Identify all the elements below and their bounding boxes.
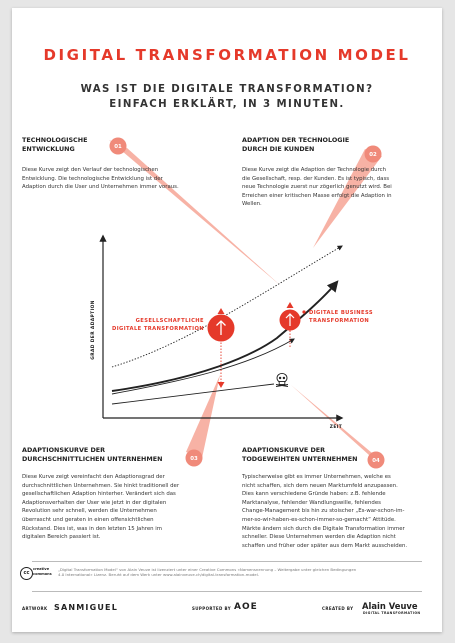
subtitle-line-1: WAS IST DIE DIGITALE TRANSFORMATION?	[80, 84, 374, 95]
section-04-line: Dies kann verschiedene Gründe haben: z.B. fehlende	[242, 491, 386, 498]
section-02-line: neue Technologie zuerst nur zögerlich genutzt wird. Bei	[242, 184, 392, 191]
gap-marker-social	[208, 308, 235, 388]
section-03-line: Rückstand. Dies ist, was in den letzten 15 Jahren im	[22, 525, 163, 532]
section-04-line: nicht schaffen, sich dem neuen Marktumfeld anzupassen.	[242, 482, 398, 489]
license-line2: 4.0 International» Lizenz. Beruht auf dem Werk unter www.alainveuve.ch/digital-transformation-model.	[58, 572, 260, 578]
ray-01	[109, 140, 281, 286]
alain-veuve-tagline: DIGITAL TRANSFORMATION	[363, 611, 421, 615]
cc-wordmark-line2: commons	[33, 571, 52, 576]
section-01-line: Diese Kurve zeigt den Verlauf der technologischen	[22, 167, 159, 173]
supported-label: SUPPORTED BY	[192, 606, 231, 611]
license-line1: „Digital Transformation Model“ von Alain Veuve ist lizenziert unter einer Creative Commons «Namensnennung – Weitergabe unter gleichen Bedingungen	[58, 567, 357, 572]
infographic-page	[12, 8, 442, 632]
page-subtitle	[12, 82, 442, 112]
section-02-body	[242, 166, 437, 209]
section-03-body	[22, 473, 227, 542]
subtitle-line-2: EINFACH ERKLÄRT, IN 3 MINUTEN.	[109, 99, 345, 110]
y-axis-label: GRAD DER ADAPTION	[91, 300, 96, 360]
curve-technology	[112, 246, 342, 367]
cc-wordmark	[33, 567, 52, 576]
section-01-line: Adaption durch die User und Unternehmen immer voraus.	[22, 184, 179, 191]
cc-badge-icon: cc	[20, 567, 33, 580]
badge-03	[186, 450, 203, 467]
license-text	[58, 567, 438, 578]
section-03-line: überrascht und geraten in einen offensichtlichen	[22, 516, 154, 523]
page-title: DIGITAL TRANSFORMATION MODEL	[43, 46, 411, 64]
label-business-line2: TRANSFORMATION	[309, 318, 370, 324]
section-03-heading	[22, 446, 162, 463]
section-02-line: Wellen.	[242, 201, 262, 208]
aoe-logo: AOE	[234, 602, 258, 612]
badge-01-number: 01	[114, 144, 122, 150]
footer-divider-top	[32, 561, 422, 562]
footer-divider-bottom	[32, 591, 422, 592]
artwork-label: ARTWORK	[22, 606, 48, 611]
label-social-line2: DIGITALE TRANSFORMATION	[112, 326, 204, 332]
badge-04	[368, 452, 385, 469]
section-04-line: Change-Management bis hin zu stoischer „Es-war-schon-im-	[242, 508, 405, 515]
created-label: CREATED BY	[322, 606, 354, 611]
section-04-line: Märkte ändern sich durch die Digitale Transformation immer	[242, 525, 405, 532]
section-01-heading	[22, 136, 87, 153]
section-04-line: Typischerweise gibt es immer Unternehmen, welche es	[242, 474, 391, 480]
section-02-heading-line2: DURCH DIE KUNDEN	[242, 144, 315, 153]
section-02-line: Erreichen einer kritischen Masse erfolgt die Adaption in	[242, 192, 392, 199]
artwork-logo: SANMIGUEL	[54, 603, 119, 612]
section-04-heading-line2: TODGEWEIHTEN UNTERNEHMEN	[242, 454, 358, 463]
label-social-line1: GESELLSCHAFTLICHE	[135, 318, 204, 324]
section-01-line: Entwicklung. Die technologische Entwicklung ist der	[22, 175, 163, 182]
section-03-line: Adaptionsverhalten der User wie jetzt in der digitalen	[22, 499, 167, 506]
section-03-heading-line2: DURCHSCHNITTLICHEN UNTERNEHMEN	[22, 454, 163, 463]
section-02-line: Diese Kurve zeigt die Adaption der Technologie durch	[242, 167, 387, 173]
section-04-line: Marktanalyse, fehlender Wandlungswille, fehlendes	[242, 499, 381, 506]
alain-veuve-logo: Alain Veuve	[362, 601, 418, 611]
section-01-heading-line1: TECHNOLOGISCHE	[22, 136, 88, 144]
section-04-heading	[242, 446, 357, 463]
section-03-line: gesellschaftlichen Adaption hinterher. Verändert sich das	[22, 491, 176, 498]
section-04-heading-line1: ADAPTIONSKURVE DER	[242, 446, 326, 454]
section-03-heading-line1: ADAPTIONSKURVE DER	[22, 446, 106, 454]
creative-commons-logo	[20, 566, 52, 580]
section-04-line: schaffen und früher oder später aus dem Markt ausscheiden.	[242, 542, 408, 549]
x-axis-label: ZEIT	[329, 425, 343, 430]
section-03-line: Diese Kurve zeigt vereinfacht den Adaptionsgrad der	[22, 474, 165, 480]
section-02-heading	[242, 136, 349, 153]
skull-icon	[276, 373, 288, 386]
section-03-line: digitalen Bereich passiert ist.	[22, 534, 101, 541]
section-04-body	[242, 473, 437, 550]
label-business-dot	[302, 310, 305, 313]
badge-04-number: 04	[372, 458, 380, 464]
section-03-line: durchschnittlichen Unternehmen. Sie hinkt traditionell der	[22, 482, 180, 489]
section-01-heading-line2: ENTWICKLUNG	[22, 144, 75, 153]
ray-03	[186, 375, 220, 458]
badge-02	[365, 146, 382, 163]
section-04-line: schneller. Diese Unternehmen werden die Adaption nicht	[242, 534, 396, 541]
section-02-heading-line1: ADAPTION DER TECHNOLOGIE	[242, 136, 350, 144]
gap-marker-business	[280, 302, 301, 347]
badge-01	[110, 138, 127, 155]
section-03-line: Revolution sehr schnell, werden die Unternehmen	[22, 508, 157, 515]
section-02-line: die Gesellschaft, resp. der Kunden. Es ist typisch, dass	[242, 175, 390, 182]
label-business-line1: DIGITALE BUSINESS	[309, 310, 373, 316]
section-04-line: mer-so-wir-haben-es-schon-immer-so-gemacht“ Attitüde.	[242, 516, 396, 523]
cc-wordmark-line1: creative	[33, 567, 50, 571]
badge-03-number: 03	[190, 456, 198, 462]
section-01-body	[22, 166, 222, 192]
badge-02-number: 02	[369, 152, 377, 158]
